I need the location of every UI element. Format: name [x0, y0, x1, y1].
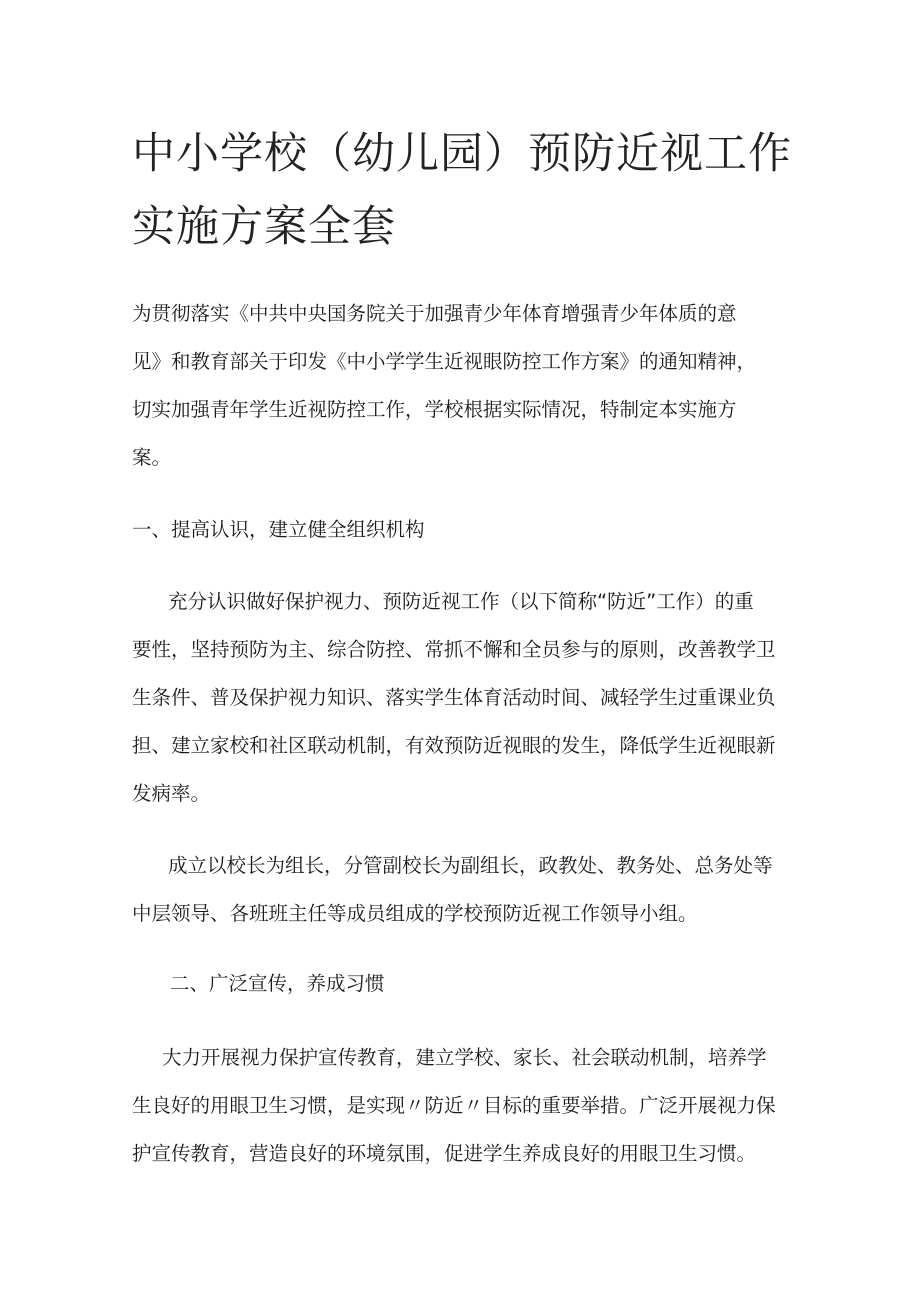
title-line: 实施方案全套: [132, 202, 396, 252]
text-line: 切实加强青年学生近视防控工作，学校根据实际情况，特制定本实施方: [132, 398, 737, 421]
text-line: 生良好的用眼卫生习惯，是实现〃防近〃目标的重要举措。广泛开展视力保: [132, 1094, 776, 1117]
text-line: 发病率。: [132, 782, 211, 805]
text-line: 要性，坚持预防为主、综合防控、常抓不懈和全员参与的原则，改善教学卫: [132, 638, 776, 661]
text-line: 大力开展视力保护宣传教育，建立学校、家长、社会联动机制，培养学: [162, 1046, 767, 1069]
intro-paragraph: [132, 290, 756, 482]
section2-paragraph-1: [132, 1034, 776, 1178]
section1-paragraph-2: [132, 842, 773, 938]
text-line: 充分认识做好保护视力、预防近视工作（以下简称“防近”工作）的重: [168, 590, 754, 613]
section1-paragraph-1: [132, 578, 776, 818]
title-line: 中小学校（幼儿园）预防近视工作: [132, 129, 792, 179]
section-heading-1: 一、提高认识，建立健全组织机构: [132, 518, 425, 541]
section-heading-2: 二、广泛宣传，养成习惯: [170, 972, 385, 995]
text-line: 中层领导、各班班主任等成员组成的学校预防近视工作领导小组。: [132, 902, 698, 925]
text-line: 生条件、普及保护视力知识、落实学生体育活动时间、减轻学生过重课业负: [132, 686, 776, 709]
text-line: 案。: [132, 446, 172, 469]
document-title: [132, 118, 792, 264]
text-line: 护宣传教育，营造良好的环境氛围，促进学生养成良好的用眼卫生习惯。: [132, 1142, 757, 1165]
text-line: 为贯彻落实《中共中央国务院关于加强青少年体育增强青少年体质的意: [132, 302, 737, 325]
text-line: 见》和教育部关于印发《中小学学生近视眼防控工作方案》的通知精神，: [132, 350, 757, 373]
text-line: 担、建立家校和社区联动机制，有效预防近视眼的发生，降低学生近视眼新: [132, 734, 776, 757]
text-line: 成立以校长为组长，分管副校长为副组长，政教处、教务处、总务处等: [168, 854, 773, 877]
